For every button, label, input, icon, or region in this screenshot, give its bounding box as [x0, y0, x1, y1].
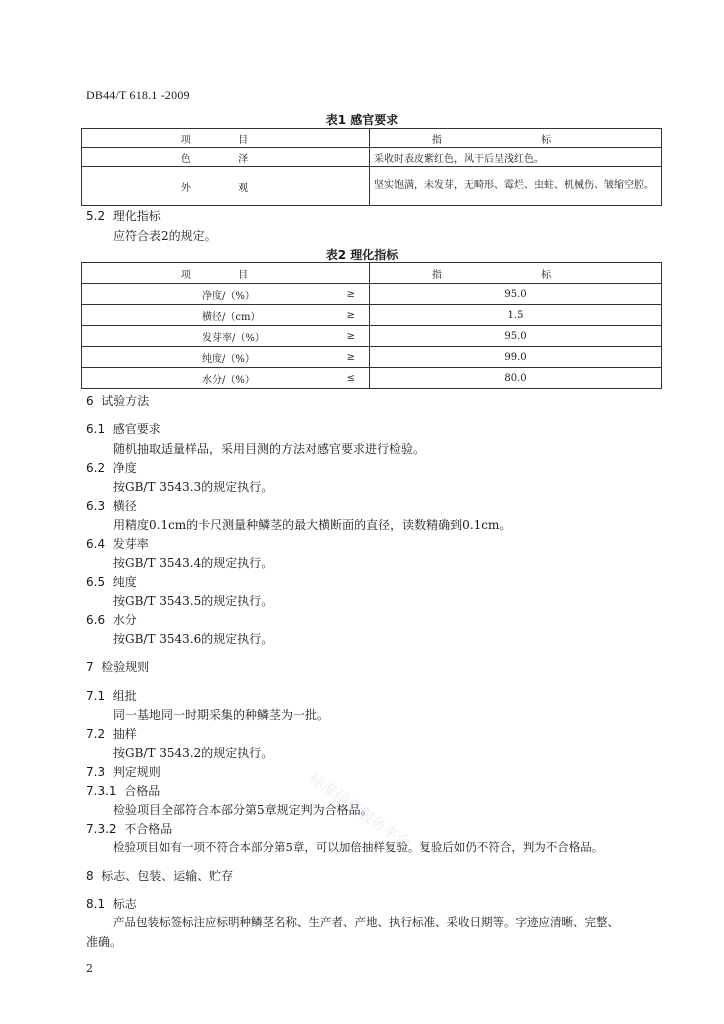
table1 [81, 128, 662, 206]
section-heading [86, 867, 233, 884]
paragraph: 按GB/T 3543.2的规定执行。 [113, 746, 274, 760]
table-row [82, 305, 662, 326]
table-header-value: 指 标 [431, 134, 600, 146]
table-cell-value: 坚实饱满，未发芽，无畸形、霉烂、虫蛀、机械伤、皱缩空腔。 [370, 167, 662, 206]
paragraph: 准确。 [86, 935, 123, 949]
section-title: 标志 [112, 897, 137, 911]
table-row [82, 167, 662, 206]
table-row [82, 347, 662, 368]
section-title: 检验规则 [101, 660, 150, 674]
section-title: 感官要求 [112, 422, 161, 436]
table2-caption: 表2 理化指标 [325, 248, 399, 262]
section-heading [86, 658, 149, 675]
section-number: 7 [86, 660, 94, 674]
section-title: 纯度 [112, 575, 137, 589]
section-number: 7.3.1 [86, 784, 117, 798]
paragraph: 检验项目如有一项不符合本部分第5章，可以加倍抽样复验。复验后如仍不符合，判为不合格品。 [113, 840, 604, 854]
section-title: 合格品 [124, 784, 161, 798]
table-cell-item: 色 泽 [180, 153, 271, 165]
paragraph: 按GB/T 3543.4的规定执行。 [113, 556, 274, 570]
section-heading [86, 392, 149, 409]
table2 [81, 262, 662, 389]
paragraph: 按GB/T 3543.6的规定执行。 [113, 632, 274, 646]
section-heading [86, 782, 160, 799]
section-heading [86, 459, 137, 476]
section-heading [86, 611, 137, 628]
section-number: 6.2 [86, 461, 106, 475]
table-cell-item: 发芽率/（%） [202, 332, 265, 344]
paragraph: 检验项目全部符合本部分第5章规定判为合格品。 [113, 803, 373, 817]
table-cell-item: 水分/（%） [202, 374, 255, 386]
section-title: 净度 [112, 461, 137, 475]
standard-code: DB44/T 618.1 -2009 [86, 88, 190, 102]
table-row [82, 284, 662, 305]
paragraph: 产品包装标签标注应标明种鳞茎名称、生产者、产地、执行标准、采收日期等。字迹应清晰、完整、 [113, 915, 619, 929]
section-number: 6.4 [86, 537, 106, 551]
section-title: 判定规则 [112, 765, 161, 779]
paragraph: 按GB/T 3543.3的规定执行。 [113, 480, 274, 494]
table1-caption: 表1 感官要求 [325, 113, 399, 127]
table-cell-item: 纯度/（%） [202, 353, 255, 365]
section-number: 5.2 [86, 209, 106, 223]
section-title: 水分 [112, 613, 137, 627]
table-header-value: 指 标 [431, 269, 600, 281]
table-header-row [82, 129, 662, 148]
section-number: 8 [86, 869, 94, 883]
paragraph: 应符合表2的规定。 [113, 229, 217, 243]
table-row [82, 326, 662, 347]
section-heading [86, 687, 137, 704]
table-cell-op: ≥ [346, 288, 355, 300]
table-cell-value: 80.0 [370, 368, 662, 389]
section-heading [86, 535, 149, 552]
watermark: 标准信息服务平台 [305, 769, 415, 853]
section-heading [86, 895, 137, 912]
table-header-item: 项 目 [180, 269, 271, 281]
section-title: 组批 [112, 689, 137, 703]
section-heading [86, 207, 161, 224]
table-cell-value: 1.5 [370, 305, 662, 326]
table-cell-op: ≥ [346, 351, 355, 363]
table-cell-op: ≥ [346, 330, 355, 342]
table-cell-item: 横径/（cm） [202, 311, 261, 323]
table-cell-item: 净度/（%） [202, 290, 255, 302]
table-cell-item: 外 观 [180, 182, 271, 194]
section-title: 抽样 [112, 727, 137, 741]
section-heading [86, 420, 161, 437]
section-title: 理化指标 [112, 209, 161, 223]
table-cell-op: ≤ [346, 372, 355, 384]
table-row [82, 148, 662, 167]
section-number: 6.5 [86, 575, 106, 589]
section-title: 发芽率 [112, 537, 149, 551]
paragraph: 同一基地同一时期采集的种鳞茎为一批。 [113, 708, 330, 722]
section-heading [86, 725, 137, 742]
table-header-item: 项 目 [180, 134, 271, 146]
section-title: 不合格品 [124, 822, 173, 836]
section-number: 7.3 [86, 765, 106, 779]
section-heading [86, 820, 172, 837]
table-cell-value: 采收时表皮紫红色，风干后呈浅红色。 [370, 148, 662, 167]
table-header-row [82, 263, 662, 284]
section-heading [86, 573, 137, 590]
paragraph: 用精度0.1cm的卡尺测量种鳞茎的最大横断面的直径，读数精确到0.1cm。 [113, 518, 512, 532]
section-number: 7.1 [86, 689, 106, 703]
section-heading [86, 497, 137, 514]
section-title: 横径 [112, 499, 137, 513]
section-number: 6.6 [86, 613, 106, 627]
page-number: 2 [86, 962, 93, 975]
paragraph: 随机抽取适量样品，采用目测的方法对感官要求进行检验。 [113, 442, 426, 456]
section-number: 8.1 [86, 897, 106, 911]
section-title: 试验方法 [101, 394, 150, 408]
section-heading [86, 763, 161, 780]
table-cell-value: 99.0 [370, 347, 662, 368]
section-number: 7.3.2 [86, 822, 117, 836]
paragraph: 按GB/T 3543.5的规定执行。 [113, 594, 274, 608]
section-number: 6 [86, 394, 94, 408]
section-title: 标志、包装、运输、贮存 [101, 869, 234, 883]
table-cell-value: 95.0 [370, 284, 662, 305]
section-number: 6.1 [86, 422, 106, 436]
table-cell-op: ≥ [346, 309, 355, 321]
table-row [82, 368, 662, 389]
section-number: 7.2 [86, 727, 106, 741]
section-number: 6.3 [86, 499, 106, 513]
table-cell-value: 95.0 [370, 326, 662, 347]
